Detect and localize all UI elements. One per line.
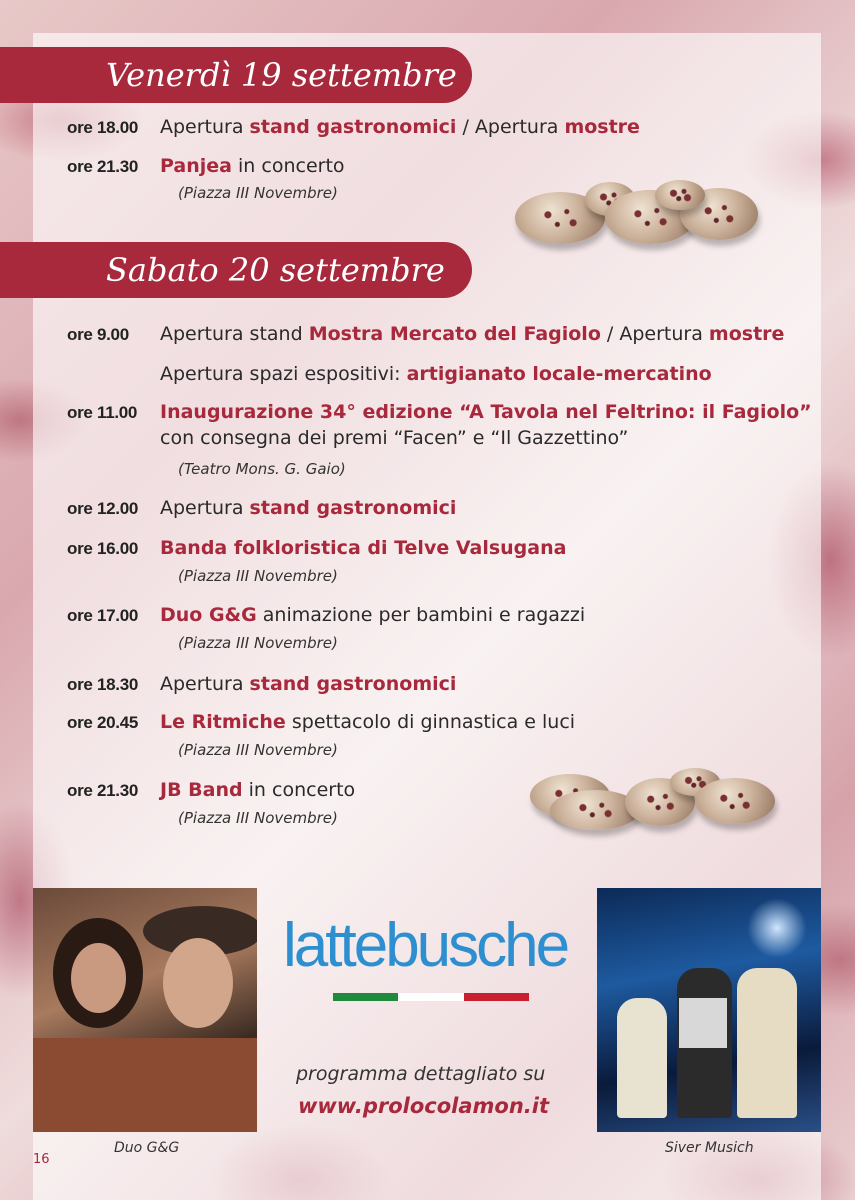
flag-green <box>333 993 398 1001</box>
bean <box>655 180 705 210</box>
event-highlight: mostre <box>708 323 785 345</box>
caption-left: Duo G&G <box>114 1140 180 1156</box>
beans-image-top <box>515 180 765 250</box>
clothing <box>33 1038 257 1132</box>
event-time: ore 12.00 <box>67 499 139 518</box>
event-highlight: JB Band <box>160 779 243 801</box>
day2-banner <box>0 242 472 298</box>
italian-flag-stripe <box>333 993 529 1001</box>
event-highlight: stand gastronomici <box>249 497 457 519</box>
flag-red <box>464 993 529 1001</box>
accordion <box>679 998 727 1048</box>
event-time: ore 21.30 <box>67 781 139 800</box>
event-description <box>160 537 566 559</box>
event-time: ore 11.00 <box>67 403 138 422</box>
event-location: (Piazza III Novembre) <box>178 741 338 759</box>
event-description <box>160 323 784 345</box>
event-description <box>160 497 456 519</box>
bean <box>695 778 775 824</box>
event-text: / Apertura <box>600 323 709 345</box>
event-time: ore 18.30 <box>67 675 139 694</box>
event-description <box>160 116 640 138</box>
day1-title: Venerdì 19 settembre <box>106 56 457 94</box>
event-time: ore 16.00 <box>67 539 139 558</box>
event-text: Apertura <box>160 116 250 138</box>
event-highlight: Mostra Mercato del Fagiolo <box>308 323 601 345</box>
face <box>163 938 233 1028</box>
stage-light <box>747 898 807 958</box>
event-text: spettacolo di ginnastica e luci <box>285 711 576 733</box>
day2-title: Sabato 20 settembre <box>106 251 445 289</box>
program-text: programma dettagliato su <box>296 1063 546 1085</box>
siver-musich-photo <box>597 888 821 1132</box>
event-description <box>160 779 355 801</box>
musician <box>617 998 667 1118</box>
event-highlight: Le Ritmiche <box>160 711 286 733</box>
event-time: ore 9.00 <box>67 325 129 344</box>
event-highlight: artigianato locale-mercatino <box>406 363 712 385</box>
day1-banner <box>0 47 472 103</box>
lattebusche-logo: lattebusche <box>283 911 568 980</box>
event-text: Apertura <box>160 497 250 519</box>
event-location: (Piazza III Novembre) <box>178 184 338 202</box>
event-location: (Teatro Mons. G. Gaio) <box>178 460 346 478</box>
event-location: (Piazza III Novembre) <box>178 809 338 827</box>
event-text: in concerto <box>231 155 345 177</box>
website-link[interactable]: www.prolocolamon.it <box>298 1094 549 1118</box>
event-description <box>160 604 585 626</box>
flag-white <box>398 993 463 1001</box>
event-text: Apertura stand <box>160 323 309 345</box>
event-highlight: mostre <box>564 116 640 138</box>
page-number: 16 <box>33 1152 50 1167</box>
event-text: Apertura spazi espositivi: <box>160 363 407 385</box>
event-text: animazione per bambini e ragazzi <box>256 604 586 626</box>
event-description <box>160 155 345 177</box>
event-text: in concerto <box>242 779 356 801</box>
beans-image-bottom <box>530 768 780 838</box>
event-description <box>160 401 812 423</box>
event-text: / Apertura <box>456 116 565 138</box>
event-description <box>160 363 712 385</box>
face <box>71 943 126 1013</box>
event-highlight: stand gastronomici <box>249 673 457 695</box>
event-time: ore 18.00 <box>67 118 139 137</box>
caption-right: Siver Musich <box>665 1140 754 1156</box>
event-text: Apertura <box>160 673 250 695</box>
event-description-line2: con consegna dei premi “Facen” e “Il Gazzettino” <box>160 427 629 449</box>
event-location: (Piazza III Novembre) <box>178 634 338 652</box>
event-highlight: Panjea <box>160 155 232 177</box>
musician <box>737 968 797 1118</box>
event-description <box>160 673 456 695</box>
event-location: (Piazza III Novembre) <box>178 567 338 585</box>
event-time: ore 17.00 <box>67 606 139 625</box>
event-time: ore 21.30 <box>67 157 139 176</box>
event-highlight: Duo G&G <box>160 604 257 626</box>
event-highlight: stand gastronomici <box>249 116 457 138</box>
event-description <box>160 711 575 733</box>
duo-gg-photo <box>33 888 257 1132</box>
event-highlight: Banda folkloristica di Telve Valsugana <box>160 537 567 559</box>
event-time: ore 20.45 <box>67 713 139 732</box>
event-highlight: Inaugurazione 34° edizione “A Tavola nel Feltrino: il Fagiolo” <box>160 401 812 423</box>
